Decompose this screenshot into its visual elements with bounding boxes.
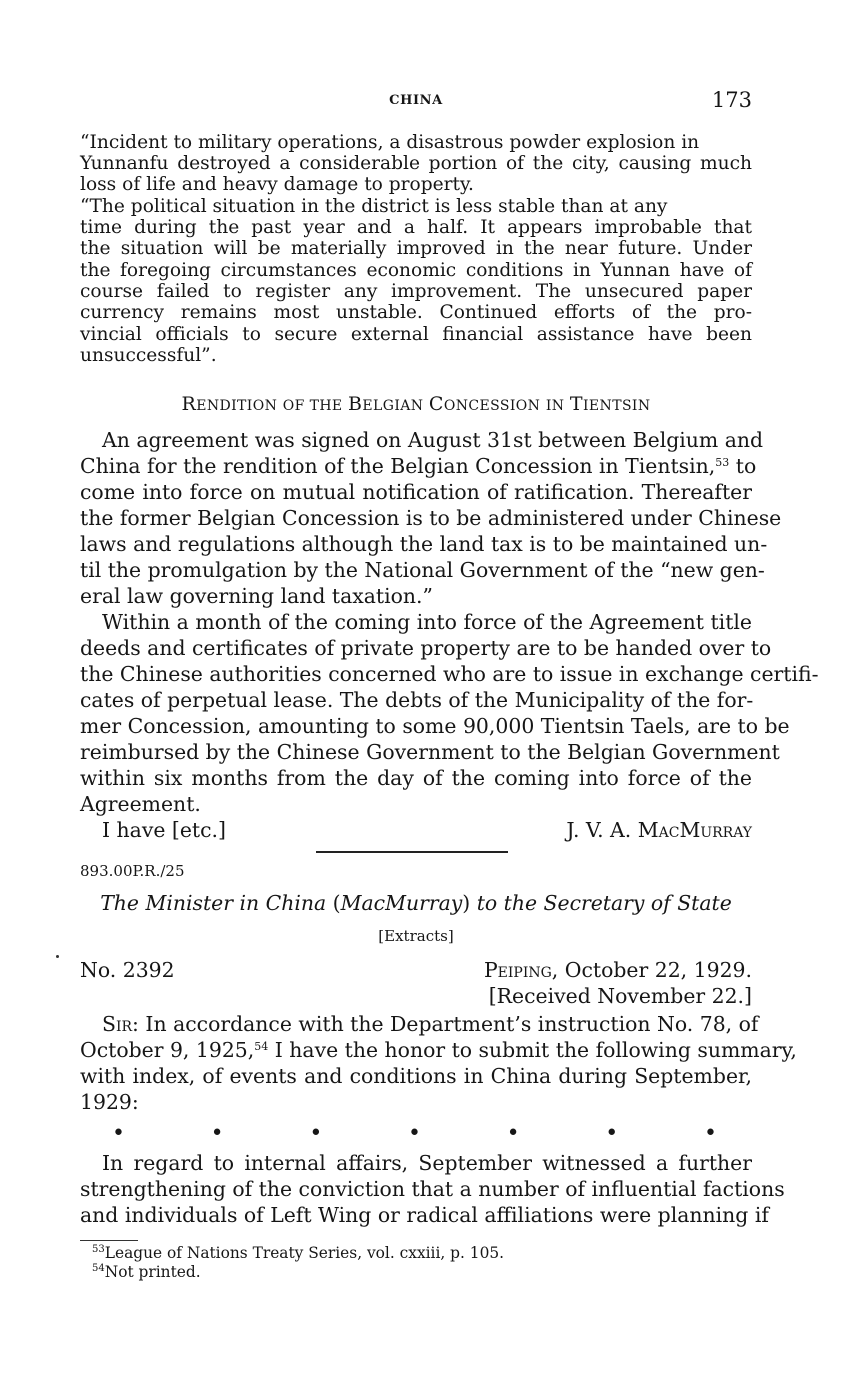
footnote-ref: 53 [715,456,730,469]
quote-line: the foregoing circumstances economic conditions in Yunnan have of [80,260,752,281]
body-line: within six months from the day of the coming into force of the [80,766,752,790]
quote-line: course failed to register any improvement. The unsecured paper [80,281,752,302]
body-line: strengthening of the conviction that a number of influential factions [80,1177,785,1201]
body-line: the former Belgian Concession is to be administered under Chinese [80,506,782,530]
body-line: the Chinese authorities concerned who are to issue in exchange certifi- [80,662,819,686]
footnote: $^{53}$League of Nations Treaty Series, vol. cxxiii, p. 105. [92,1244,505,1262]
quote-line: loss of life and heavy damage to property. [80,174,474,195]
body-line: deeds and certificates of private property are to be handed over to [80,636,772,660]
quote-line: the situation will be materially improved in the near future. Under [80,238,752,259]
omission-dot: • [407,1121,421,1146]
body-line: 1929: [80,1090,139,1114]
body-line: mer Concession, amounting to some 90,000 Tientsin Taels, are to be [80,714,790,738]
quote-line: “The political situation in the district is less stable than at any [80,196,668,217]
omission-dot: • [506,1121,520,1146]
quote-line: Yunnanfu destroyed a considerable portion of the city, causing much [80,153,752,174]
extracts-label: [Extracts] [378,927,454,945]
body-line: come into force on mutual notification of ratification. Thereafter [80,480,752,504]
file-number: 893.00P.R./25 [80,862,185,880]
body-line: with index, of events and conditions in China during September, [80,1064,752,1088]
signoff-text: I have [etc.] [102,818,226,842]
body-line: Sir: In accordance with the Department’s instruction No. 78, of [102,1012,759,1036]
body-line: til the promulgation by the National Government of the “new gen- [80,558,765,582]
body-line: October 9, 1925,54 I have the honor to submit the following summary, [80,1038,797,1062]
signature: J. V. A. MacMurray [566,818,752,842]
signoff [80,817,752,843]
body-line: China for the rendition of the Belgian Concession in Tientsin,$^{53}$ to [80,454,757,478]
running-title: CHINA [389,93,443,108]
footnote-ref: 54 [254,1040,269,1053]
footnote: $^{54}$Not printed. [92,1263,201,1281]
body-line: and individuals of Left Wing or radical affiliations were planning if [80,1203,769,1227]
section-divider [316,851,508,853]
body-line: In regard to internal affairs, September witnessed a further [102,1151,752,1175]
quote-line: “Incident to military operations, a disastrous powder explosion in [80,132,700,153]
dispatch-number: No. 2392 [80,958,175,982]
page-number: 173 [711,88,752,112]
quote-line: unsuccessful”. [80,345,217,366]
omission-dots [112,1121,717,1146]
quote-line: time during the past year and a half. It appears improbable that [80,217,752,238]
body-line: laws and regulations although the land tax is to be maintained un- [80,532,768,556]
running-head [80,88,752,114]
omission-dot: • [605,1121,619,1146]
omission-dot: • [210,1121,224,1146]
omission-dot: • [112,1121,125,1146]
body-line: cates of perpetual lease. The debts of the Municipality of the for- [80,688,754,712]
body-line: An agreement was signed on August 31st between Belgium and [102,428,764,452]
document-title: The Minister in China (MacMurray) to the Secretary of State [100,891,732,915]
received-date: [Received November 22.] [488,984,752,1008]
omission-dot: • [309,1121,323,1146]
body-line: Agreement. [80,792,201,816]
quote-line: vincial officials to secure external financial assistance have been [80,324,752,345]
section-heading: RENDITION OF THE BELGIAN CONCESSION IN TIENTSIN [181,393,651,415]
body-line: eral law governing land taxation.” [80,584,433,608]
dateline: Peiping, October 22, 1929. [483,958,752,982]
margin-mark [56,955,59,958]
salutation: Sir [102,1012,133,1036]
quote-line: currency remains most unstable. Continued efforts of the pro- [80,302,752,323]
footnote-rule [80,1240,138,1241]
body-line: reimbursed by the Chinese Government to the Belgian Government [80,740,780,764]
omission-dot: • [703,1121,717,1146]
body-line: Within a month of the coming into force of the Agreement title [102,610,752,634]
